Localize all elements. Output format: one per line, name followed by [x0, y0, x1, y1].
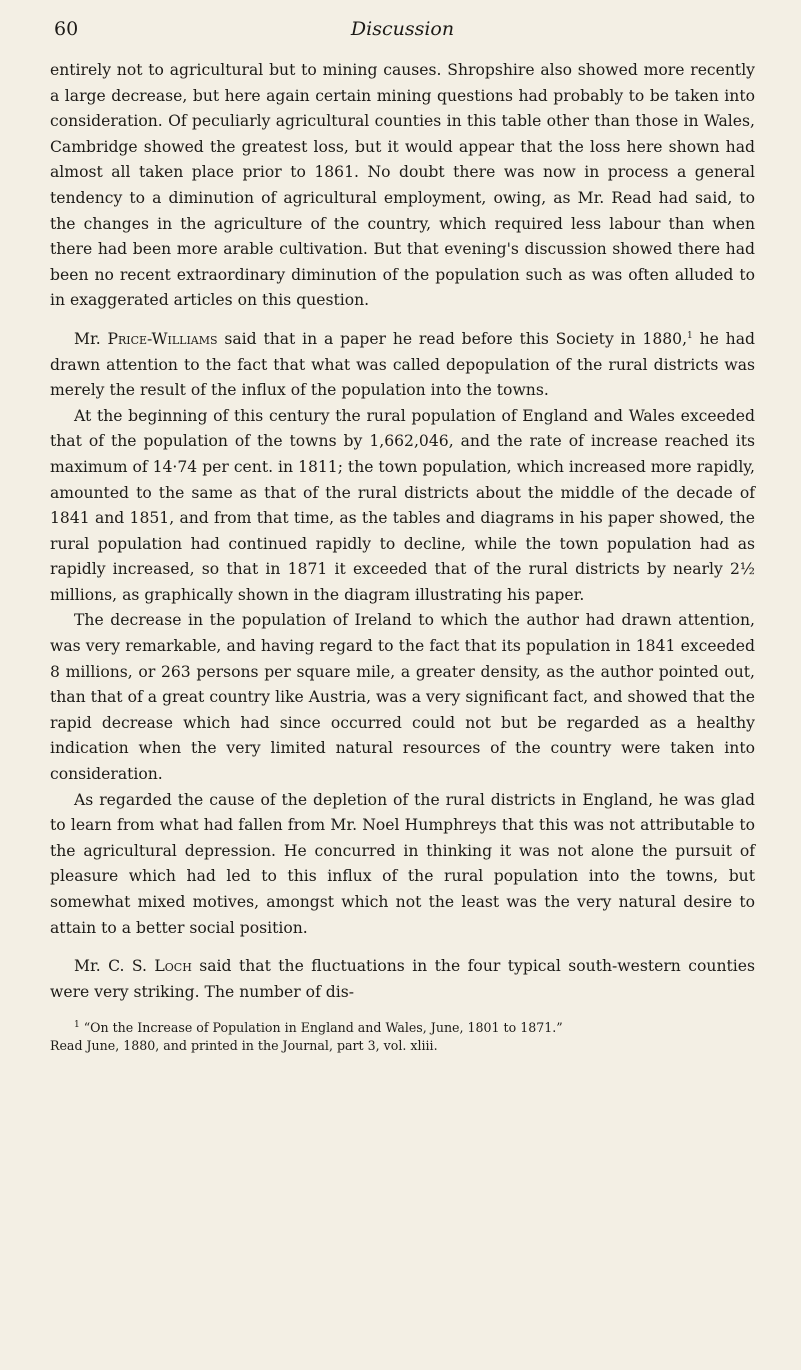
body-text	[50, 58, 755, 1005]
speaker-name: Price-Williams	[107, 329, 218, 348]
paragraph-rural-population: At the beginning of this century the rural population of England and Wales exceeded that of the population of the towns by 1,662,046, and the rate of increase reached its maximum of 14·74 per cent. in 1811; the town population, which increased more rapidly, amounted to the same as that of the rural districts about the middle of the decade of 1841 and 1851, and from that time, as the tables and diagrams in his paper showed, the rural population had continued rapidly to decline, while the town population had as rapidly increased, so that in 1871 it exceeded that of the rural districts by nearly 2½ millions, as graphically shown in the diagram illustrating his paper.	[50, 406, 755, 604]
paragraph-price-williams	[50, 327, 755, 404]
footnote-text: “On the Increase of Population in England and Wales, June, 1801 to 1871.”	[79, 1020, 563, 1036]
paragraph-ireland: The decrease in the population of Ireland to which the author had drawn attention, was very remarkable, and having regard to the fact that its population in 1841 exceeded 8 millions, or 263 persons per square mile, a greater density, as the author pointed out, than that of a great country like Austria, was a very significant fact, and showed that the rapid decrease which had since occurred could not but be regarded as a healthy indication when the very limited natural resources of the country were taken into consideration.	[50, 611, 755, 784]
running-title: Discussion	[350, 18, 455, 40]
footnote-reference: 1	[687, 330, 693, 341]
speaker-prefix: Mr. C. S.	[74, 957, 155, 976]
paragraph-text: said that in a paper he read before this Society in 1880,	[217, 329, 688, 348]
paragraph-depletion-cause: As regarded the cause of the depletion of the rural districts in England, he was glad to learn from what had fallen from Mr. Noel Humphreys that this was not attributable to the agricultural depression. He concurred in thinking it was not alone the pursuit of pleasure which had led to this influx of the rural population into the towns, but somewhat mixed motives, amongst which not the least was the very natural desire to attain to a better social position.	[50, 790, 755, 937]
running-head	[50, 16, 755, 46]
footnote	[50, 1019, 755, 1037]
speaker-prefix: Mr.	[74, 329, 108, 348]
paragraph-text: said that the fluctuations in the four typical south-western counties were very striking. The number of dis-	[50, 957, 755, 1001]
page-number: 60	[54, 18, 79, 40]
paragraph-text: he had drawn attention to the fact that what was called depopulation of the rural districts was merely the result of the influx of the population into the towns.	[50, 329, 755, 400]
footnote-continued: Read June, 1880, and printed in the Journal, part 3, vol. xliii.	[50, 1038, 438, 1054]
footnotes	[50, 1019, 755, 1055]
speaker-name: Loch	[154, 957, 192, 976]
paragraph-loch	[50, 954, 755, 1005]
paragraph-continued: entirely not to agricultural but to mining causes. Shropshire also showed more recently a large decrease, but here again certain mining questions had probably to be taken into consideration. Of peculiarly agricultural counties in this table other than those in Wales, Cambridge showed the greatest loss, but it would appear that the loss here shown had almost all taken place prior to 1861. No doubt there was now in process a general tendency to a diminution of agricultural employment, owing, as Mr. Read had said, to the changes in the agriculture of the country, which required less labour than when there had been more arable cultivation. But that evening's discussion showed there had been no recent extraordinary diminution of the population such as was often alluded to in exaggerated articles on this question.	[50, 61, 755, 310]
footnote-marker: 1	[74, 1020, 80, 1031]
